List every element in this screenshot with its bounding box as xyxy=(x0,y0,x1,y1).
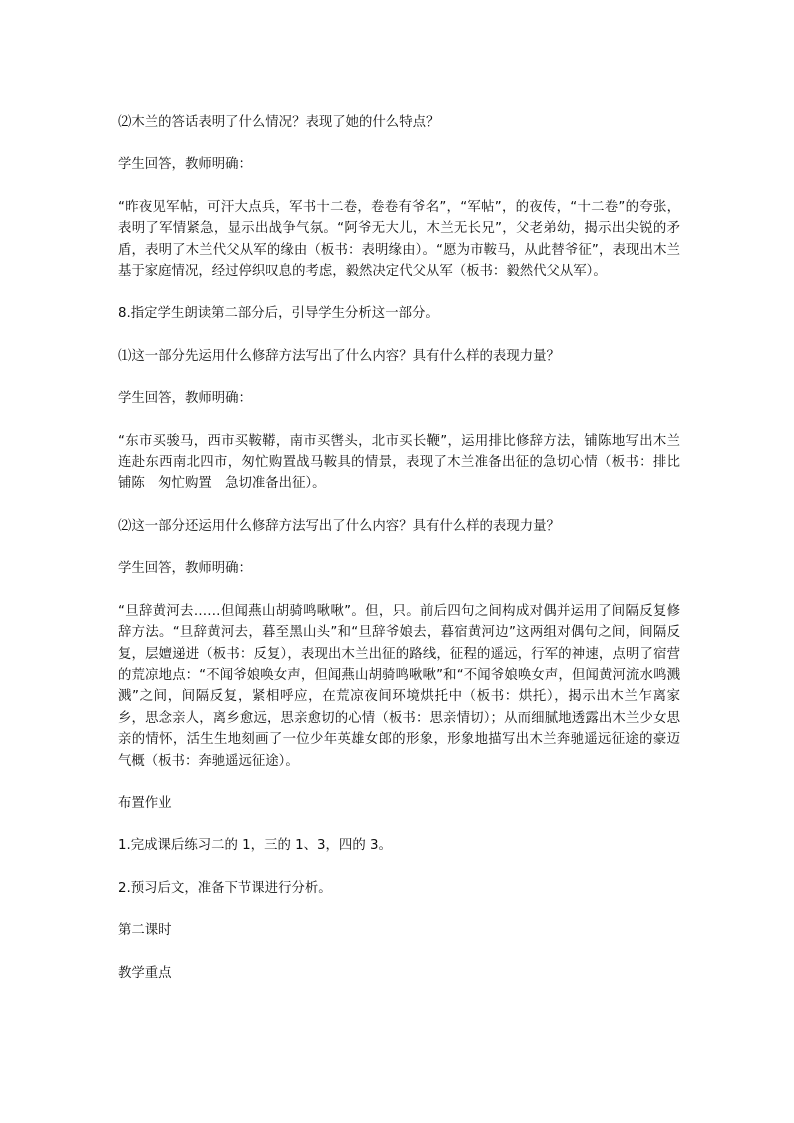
homework-item: 2.预习后文，准备下节课进行分析。 xyxy=(118,880,332,896)
question-paragraph: ⑵这一部分还运用什么修辞方法写出了什么内容？具有什么样的表现力量？ xyxy=(118,518,560,534)
answer-intro: 学生回答，教师明确： xyxy=(118,391,252,407)
instruction-paragraph: 8.指定学生朗读第二部分后，引导学生分析这一部分。 xyxy=(118,306,439,322)
homework-item: 1.完成课后练习二的 1，三的 1、3，四的 3。 xyxy=(118,838,392,854)
section-heading: 第二课时 xyxy=(118,923,172,939)
question-paragraph: ⑵木兰的答话表明了什么情况？表现了她的什么特点？ xyxy=(118,115,440,130)
answer-paragraph: “昨夜见军帖，可汗大点兵，军书十二卷，卷卷有爷名”，“军帖”，的夜传，“十二卷”的夸张，表明了军情紧急，显示出战争气氛。“阿爷无大儿，木兰无长兄”，父老弟幼，揭示出尖锐的矛盾，表明了木兰代父从军的缘由（板书：表明缘由）。“愿为市鞍马，从此替爷征”，表现出木兰基于家庭情况，经过停织叹息的考虑，毅然决定代父从军（板书：毅然代父从军）。 xyxy=(118,199,680,280)
answer-intro: 学生回答，教师明确： xyxy=(118,157,252,173)
section-heading: 布置作业 xyxy=(118,795,172,811)
document-body xyxy=(118,112,680,1005)
question-paragraph: ⑴这一部分先运用什么修辞方法写出了什么内容？具有什么样的表现力量？ xyxy=(118,348,560,364)
answer-paragraph: “旦辞黄河去……但闻燕山胡骑鸣啾啾”。但，只。前后四句之间构成对偶并运用了间隔反复修辞方法。“旦辞黄河去，暮至黑山头”和“旦辞爷娘去，暮宿黄河边”这两组对偶句之间，间隔反复，层嬗递进（板书：反复），表现出木兰出征的路线，征程的遥远，行军的神速，点明了宿营的荒凉地点：“不闻爷娘唤女声，但闻燕山胡骑鸣啾啾”和“不闻爷娘唤女声，但闻黄河流水鸣溅溅”之间，间隔反复，紧相呼应，在荒凉夜间环境烘托中（板书：烘托），揭示出木兰乍离家乡，思念亲人，离乡愈远，思亲愈切的心情（板书：思亲情切）；从而细腻地透露出木兰少女思亲的情怀，活生生地刻画了一位少年英雄女郎的形象，形象地描写出木兰奔驰遥远征途的豪迈气概（板书：奔驰遥远征途）。 xyxy=(118,603,680,769)
section-heading: 教学重点 xyxy=(118,965,172,981)
answer-intro: 学生回答，教师明确： xyxy=(118,561,252,577)
answer-paragraph: “东市买骏马，西市买鞍鞯，南市买辔头，北市买长鞭”，运用排比修辞方法，铺陈地写出木兰连赴东西南北四市，匆忙购置战马鞍具的情景，表现了木兰准备出征的急切心情（板书：排比铺陈 匆忙购置 急切准备出征）。 xyxy=(118,433,680,492)
